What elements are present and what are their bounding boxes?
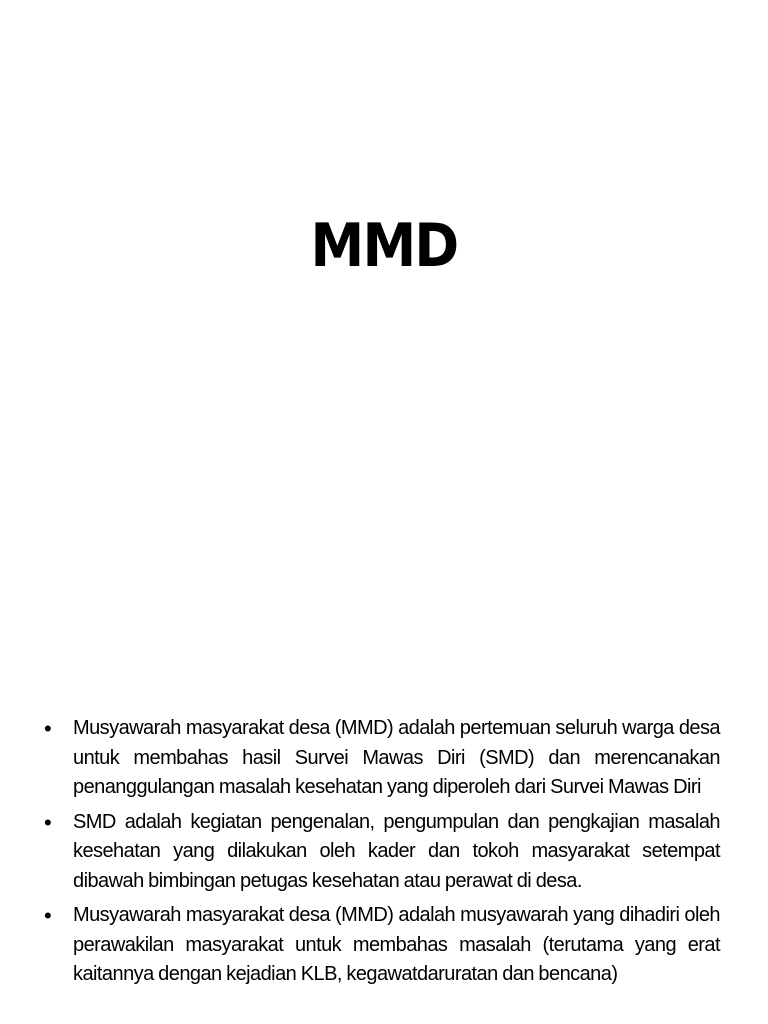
bullet-item-mmd-definition [44,714,720,803]
bullet-text: Musyawarah masyarakat desa (MMD) adalah pertemuan seluruh warga desa untuk membahas hasil Survei Mawas Diri (SMD) dan merencanakan penanggulangan masalah kesehatan yang diperoleh dari Survei Mawas Diri [73,717,720,798]
bullet-marker: • [44,716,52,741]
bullet-text: SMD adalah kegiatan pengenalan, pengumpulan dan pengkajian masalah kesehatan yang dilakukan oleh kader dan tokoh masyarakat setempat dibawah bimbingan petugas kesehatan atau perawat di desa. [73,810,720,892]
bullet-text: Musyawarah masyarakat desa (MMD) adalah musyawarah yang dihadiri oleh perawakilan masyarakat untuk membahas masalah (terutama yang erat kaitannya dengan kejadian KLB, kegawatdaruratan dan bencana) [73,904,720,985]
slide-title: MMD [310,211,458,281]
bullet-marker: • [44,809,52,835]
bullet-list [44,714,720,995]
bullet-item-mmd-deliberation [44,901,720,990]
bullet-item-smd-definition [44,808,720,897]
bullet-marker: • [44,903,52,928]
